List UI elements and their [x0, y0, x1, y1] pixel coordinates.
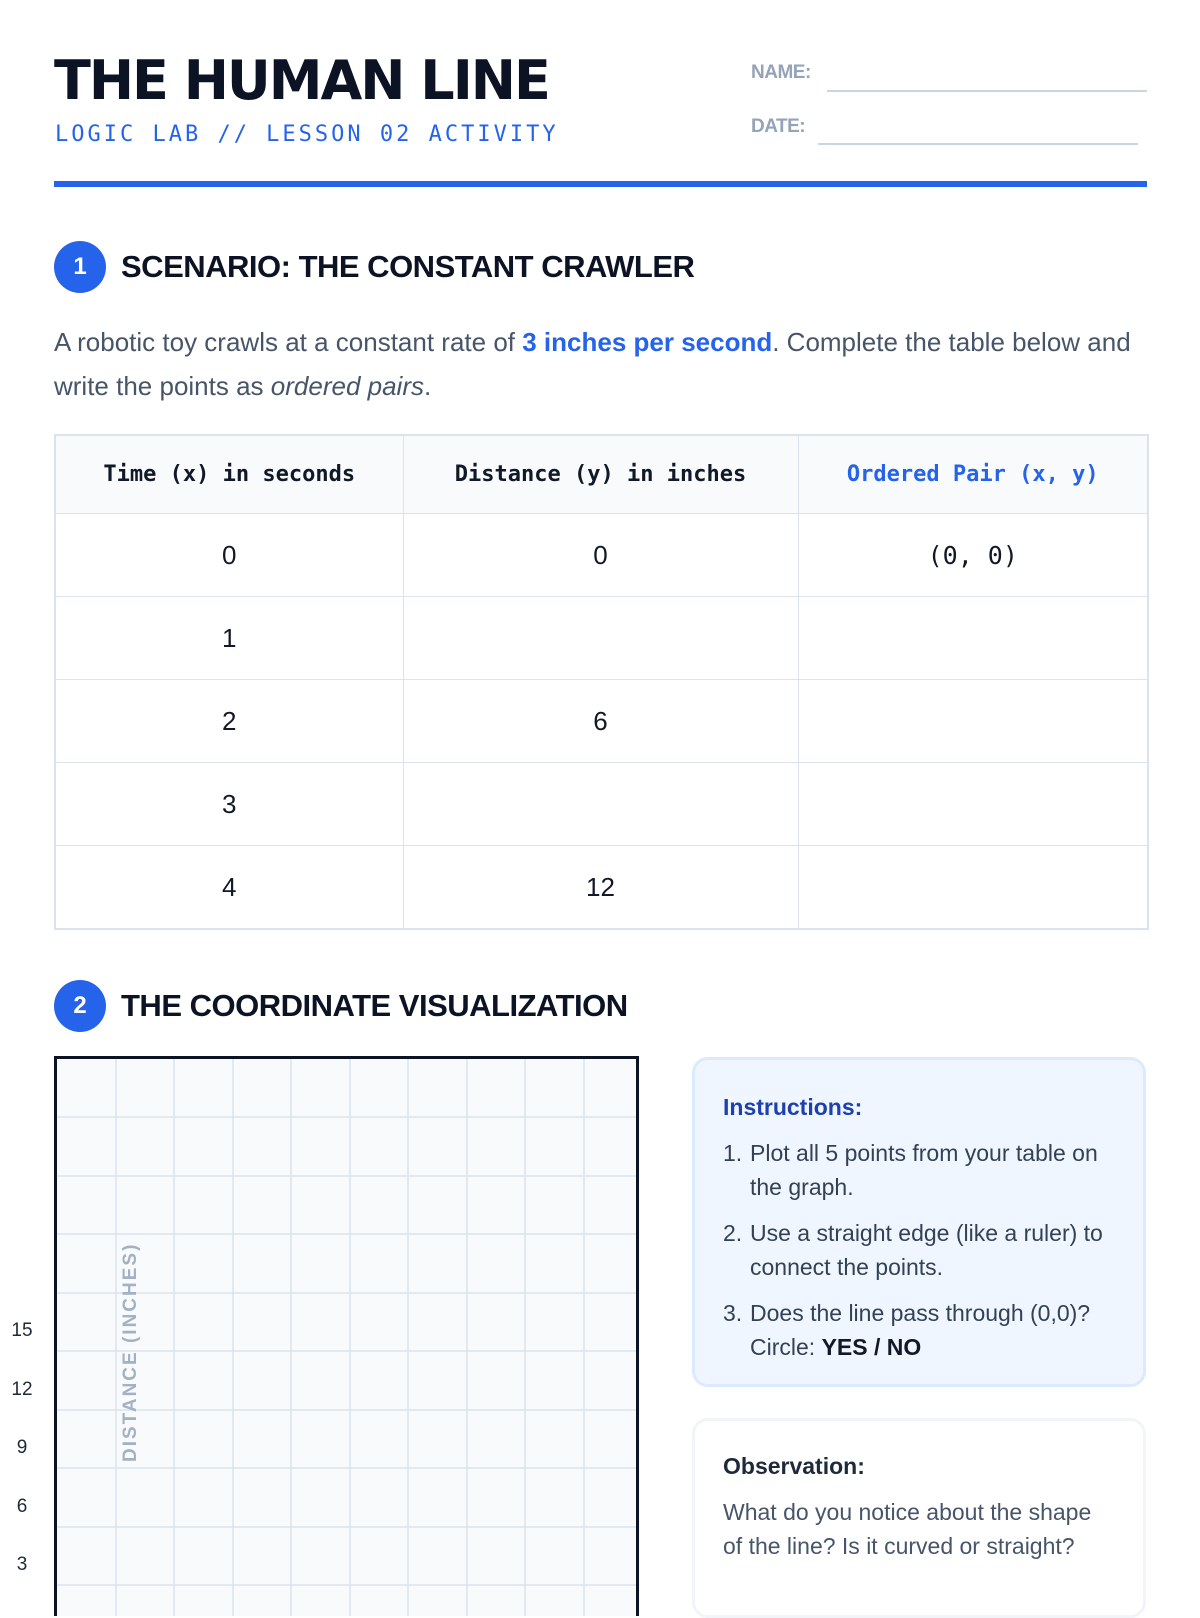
distance-cell[interactable] [403, 763, 798, 846]
observation-title: Observation: [723, 1453, 865, 1479]
y-tick-label: 12 [11, 1379, 33, 1400]
instructions-title: Instructions: [723, 1094, 863, 1120]
table-row [55, 846, 1148, 930]
table-header-row [55, 435, 1148, 514]
data-table [54, 434, 1149, 930]
instructions-list [723, 1136, 1123, 1376]
section-2-title: THE COORDINATE VISUALIZATION [121, 988, 628, 1023]
y-tick-label: 3 [16, 1554, 28, 1575]
table-row [55, 763, 1148, 846]
y-axis-label: DISTANCE (INCHES) [120, 1242, 141, 1462]
header-divider [54, 181, 1147, 187]
time-cell: 3 [55, 763, 403, 846]
graph-frame [56, 1058, 638, 1617]
col-header-distance: Distance (y) in inches [403, 435, 798, 514]
scenario-description: A robotic toy crawls at a constant rate of 3 inches per second. Complete the table below and write the points as ordered pairs. [54, 327, 1131, 401]
instruction-item: 1. Plot all 5 points from your table on the graph. [723, 1140, 1098, 1200]
pair-cell[interactable] [798, 846, 1148, 930]
pair-cell[interactable]: (0, 0) [798, 514, 1148, 597]
time-cell: 2 [55, 680, 403, 763]
yes-no-choice[interactable]: YES / NO [821, 1334, 922, 1360]
section-1-title: SCENARIO: THE CONSTANT CRAWLER [121, 249, 695, 284]
pair-cell[interactable] [798, 763, 1148, 846]
distance-cell[interactable] [403, 597, 798, 680]
table-row [55, 597, 1148, 680]
name-field[interactable] [827, 90, 1147, 92]
y-tick-label: 15 [11, 1320, 33, 1341]
time-cell: 0 [55, 514, 403, 597]
col-header-ordered-pair: Ordered Pair (x, y) [798, 435, 1148, 514]
instructions-panel [692, 1057, 1146, 1387]
rate-highlight: 3 inches per second [522, 327, 773, 357]
observation-prompt: What do you notice about the shape of the line? Is it curved or straight? [723, 1499, 1092, 1559]
section-1-badge: 1 [54, 241, 106, 293]
instruction-item: 2. Use a straight edge (like a ruler) to connect the points. [723, 1220, 1103, 1280]
instruction-item: 3. Does the line pass through (0,0)? Circle: YES / NO [723, 1300, 1091, 1360]
col-header-time: Time (x) in seconds [55, 435, 403, 514]
time-cell: 4 [55, 846, 403, 930]
ordered-pairs-emphasis: ordered pairs [270, 371, 424, 401]
table-row [55, 514, 1148, 597]
pair-cell[interactable] [798, 680, 1148, 763]
section-2-badge: 2 [54, 980, 106, 1032]
observation-panel [692, 1418, 1146, 1618]
worksheet-title: THE HUMAN LINE [54, 49, 549, 112]
distance-cell[interactable]: 0 [403, 514, 798, 597]
pair-cell[interactable] [798, 597, 1148, 680]
table-row [55, 680, 1148, 763]
time-cell: 1 [55, 597, 403, 680]
date-label: DATE: [751, 116, 806, 137]
worksheet-subtitle: LOGIC LAB // LESSON 02 ACTIVITY [55, 122, 559, 147]
y-tick-label: 9 [16, 1437, 28, 1458]
distance-cell[interactable]: 6 [403, 680, 798, 763]
y-tick-label: 6 [16, 1496, 28, 1517]
distance-cell[interactable]: 12 [403, 846, 798, 930]
name-label: NAME: [751, 62, 811, 83]
date-field[interactable] [818, 143, 1138, 145]
